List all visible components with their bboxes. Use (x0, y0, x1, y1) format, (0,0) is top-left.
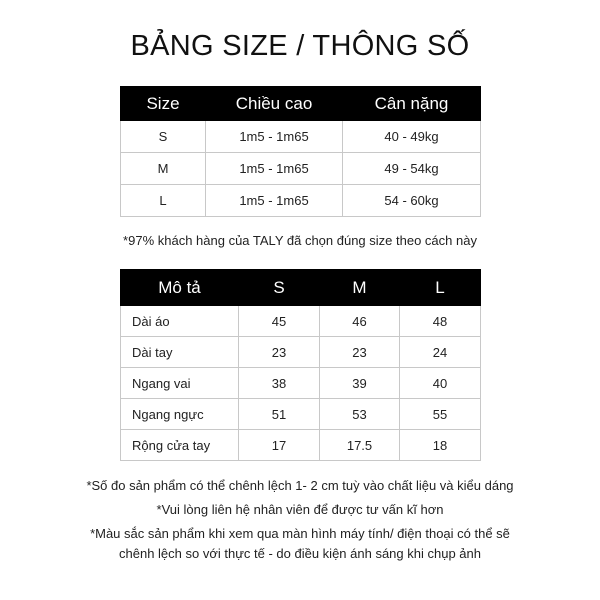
measurement-table (120, 269, 481, 461)
weight-cell: 54 - 60kg (343, 185, 481, 217)
table-row (121, 368, 481, 399)
column-header-description: Mô tả (121, 270, 239, 306)
measurement-label: Ngang ngực (121, 399, 239, 430)
size-cell: L (121, 185, 206, 217)
size-cell: M (121, 153, 206, 185)
table-row (121, 430, 481, 461)
measurement-label: Dài áo (121, 306, 239, 337)
value-cell-s: 45 (239, 306, 320, 337)
column-header-m: M (320, 270, 400, 306)
value-cell-m: 53 (320, 399, 400, 430)
value-cell-m: 46 (320, 306, 400, 337)
height-cell: 1m5 - 1m65 (206, 153, 343, 185)
weight-cell: 40 - 49kg (343, 121, 481, 153)
footnote-color-variance-cont: chênh lệch so với thực tế - do điều kiện ánh sáng khi chụp ảnh (119, 546, 481, 561)
table-row (121, 185, 481, 217)
footnote-contact-staff: *Vui lòng liên hệ nhân viên để được tư vấn kĩ hơn (156, 502, 444, 517)
measurement-label: Ngang vai (121, 368, 239, 399)
value-cell-l: 55 (400, 399, 481, 430)
value-cell-l: 18 (400, 430, 481, 461)
measurement-label: Dài tay (121, 337, 239, 368)
value-cell-s: 17 (239, 430, 320, 461)
customer-note: *97% khách hàng của TALY đã chọn đúng size theo cách này (123, 233, 477, 248)
size-table-header-row (121, 87, 481, 121)
value-cell-m: 17.5 (320, 430, 400, 461)
table-row (121, 121, 481, 153)
table-row (121, 399, 481, 430)
value-cell-m: 39 (320, 368, 400, 399)
table-row (121, 337, 481, 368)
value-cell-m: 23 (320, 337, 400, 368)
column-header-l: L (400, 270, 481, 306)
value-cell-l: 48 (400, 306, 481, 337)
column-header-height: Chiều cao (206, 87, 343, 121)
value-cell-s: 51 (239, 399, 320, 430)
column-header-s: S (239, 270, 320, 306)
page-title: BẢNG SIZE / THÔNG SỐ (130, 30, 470, 62)
value-cell-s: 38 (239, 368, 320, 399)
footnotes (0, 476, 600, 564)
value-cell-l: 24 (400, 337, 481, 368)
column-header-weight: Cân nặng (343, 87, 481, 121)
measurement-table-header-row (121, 270, 481, 306)
height-cell: 1m5 - 1m65 (206, 185, 343, 217)
measurement-label: Rộng cửa tay (121, 430, 239, 461)
footnote-color-variance: *Màu sắc sản phẩm khi xem qua màn hình máy tính/ điện thoại có thể sẽ (90, 526, 510, 541)
size-table (120, 86, 481, 217)
size-cell: S (121, 121, 206, 153)
table-row (121, 153, 481, 185)
value-cell-l: 40 (400, 368, 481, 399)
table-row (121, 306, 481, 337)
column-header-size: Size (121, 87, 206, 121)
footnote-measurement-variance: *Số đo sản phẩm có thể chênh lệch 1- 2 cm tuỳ vào chất liệu và kiểu dáng (86, 478, 514, 493)
weight-cell: 49 - 54kg (343, 153, 481, 185)
value-cell-s: 23 (239, 337, 320, 368)
height-cell: 1m5 - 1m65 (206, 121, 343, 153)
